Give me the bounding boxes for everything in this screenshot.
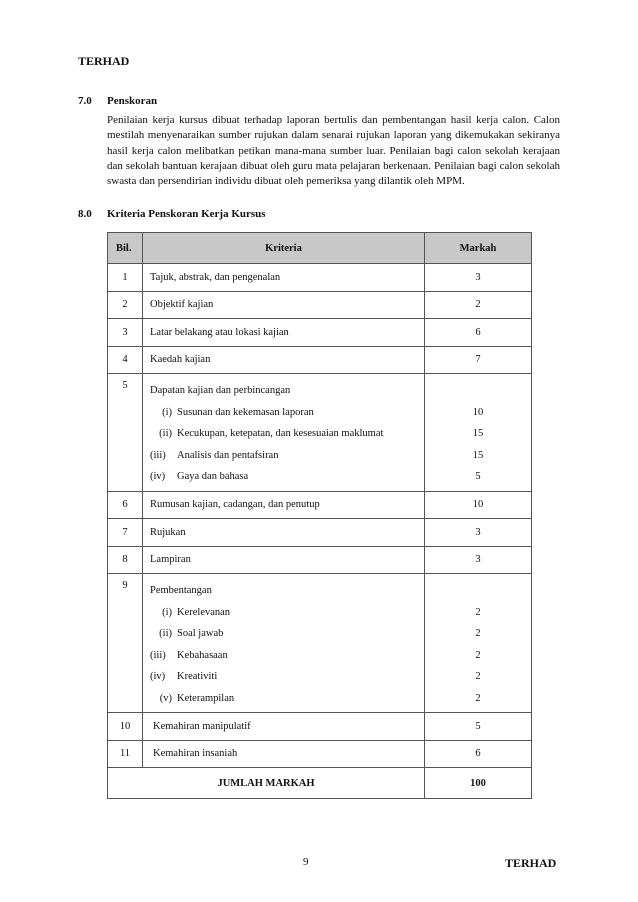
header-markah: Markah bbox=[425, 233, 532, 264]
section-7-title: Penskoran bbox=[107, 95, 158, 107]
row-bil: 7 bbox=[108, 519, 143, 547]
sub-criterion-text: Kerelevanan bbox=[177, 606, 231, 618]
row-kriteria: Kaedah kajian bbox=[143, 346, 425, 374]
sub-criterion-markah: 15 bbox=[472, 428, 484, 439]
row-bil: 6 bbox=[108, 491, 143, 519]
sub-criterion-number: (ii) bbox=[159, 628, 172, 639]
sub-criterion-text: Gaya dan bahasa bbox=[177, 471, 249, 482]
table-body bbox=[108, 264, 532, 768]
sub-criterion bbox=[150, 445, 424, 467]
row-markah: 3 bbox=[425, 264, 532, 292]
table-row bbox=[108, 713, 532, 741]
table-row bbox=[108, 491, 532, 519]
row-kriteria: Kemahiran insaniah bbox=[143, 740, 425, 768]
sub-criterion-number: (iii) bbox=[150, 449, 166, 461]
table-header-row bbox=[108, 233, 532, 264]
row-kriteria: Rumusan kajian, cadangan, dan penutup bbox=[143, 491, 425, 519]
sub-criterion-number: (v) bbox=[159, 692, 172, 704]
sub-criterion-text: Kebahasaan bbox=[177, 649, 228, 661]
table-row bbox=[108, 374, 532, 492]
sub-criterion-markah: 2 bbox=[475, 606, 481, 618]
sub-criterion bbox=[150, 666, 424, 688]
header-kriteria: Kriteria bbox=[143, 233, 425, 264]
row-kriteria: Kemahiran manipulatif bbox=[143, 713, 425, 741]
row-markah bbox=[425, 374, 532, 492]
classification-footer: TERHAD bbox=[505, 856, 557, 870]
row-kriteria: Tajuk, abstrak, dan pengenalan bbox=[143, 264, 425, 292]
sub-criterion bbox=[150, 602, 424, 624]
sub-criterion-markah: 2 bbox=[475, 692, 481, 704]
sub-criterion-markah: 2 bbox=[475, 649, 481, 661]
row-bil: 5 bbox=[108, 374, 143, 492]
row-markah bbox=[425, 574, 532, 713]
criteria-table bbox=[107, 232, 532, 799]
row-bil: 1 bbox=[108, 264, 143, 292]
row-markah: 3 bbox=[425, 519, 532, 547]
sub-criterion bbox=[150, 688, 424, 710]
sub-criterion-markah: 2 bbox=[475, 671, 481, 682]
sub-criterion-text: Kreativiti bbox=[177, 671, 218, 682]
sub-criterion-number: (iv) bbox=[150, 471, 166, 482]
sub-criterion-text: Analisis dan pentafsiran bbox=[177, 449, 279, 461]
row-markah: 10 bbox=[425, 491, 532, 519]
row-kriteria: Lampiran bbox=[143, 546, 425, 574]
sub-criterion bbox=[150, 645, 424, 667]
row-kriteria-title: Pembentangan bbox=[150, 585, 212, 596]
row-kriteria: Rujukan bbox=[143, 519, 425, 547]
row-kriteria bbox=[143, 374, 425, 492]
sub-criterion bbox=[150, 402, 424, 424]
row-bil: 4 bbox=[108, 346, 143, 374]
table-row bbox=[108, 740, 532, 768]
row-kriteria-title: Dapatan kajian dan perbincangan bbox=[150, 385, 291, 396]
row-markah: 6 bbox=[425, 319, 532, 347]
section-7-number: 7.0 bbox=[78, 95, 92, 107]
header-bil: Bil. bbox=[108, 233, 143, 264]
sub-criterion-markah: 10 bbox=[472, 406, 484, 418]
row-kriteria bbox=[143, 574, 425, 713]
sub-criterion-markah: 2 bbox=[475, 628, 481, 639]
row-bil: 3 bbox=[108, 319, 143, 347]
row-bil: 11 bbox=[108, 740, 143, 768]
table-row bbox=[108, 546, 532, 574]
row-bil: 9 bbox=[108, 574, 143, 713]
table-row bbox=[108, 264, 532, 292]
total-label: JUMLAH MARKAH bbox=[108, 768, 425, 799]
row-markah: 3 bbox=[425, 546, 532, 574]
sub-criterion-text: Susunan dan kekemasan laporan bbox=[177, 406, 314, 418]
row-kriteria: Latar belakang atau lokasi kajian bbox=[143, 319, 425, 347]
sub-criterion-text: Kecukupan, ketepatan, dan kesesuaian maklumat bbox=[177, 428, 384, 439]
row-markah: 2 bbox=[425, 291, 532, 319]
row-markah: 6 bbox=[425, 740, 532, 768]
sub-criterion-number: (iv) bbox=[150, 671, 166, 682]
sub-criterion-text: Soal jawab bbox=[177, 628, 224, 639]
section-7-paragraph: Penilaian kerja kursus dibuat terhadap laporan bertulis dan pembentangan hasil kerja calon. Calon mestilah menyenaraikan sumber rujukan dalam senarai rujukan laporan yang dikemukakan sekiranya hasil kerja calon melibatkan petikan mana-mana sumber luar. Penilaian bagi calon sekolah kerajaan dan sekolah bantuan kerajaan dibuat oleh guru mata pelajaran berkenaan. Penilaian bagi calon sekolah swasta dan persendirian individu dibuat oleh pemeriksa yang dilantik oleh MPM. bbox=[107, 114, 560, 188]
table-row bbox=[108, 291, 532, 319]
section-8-number: 8.0 bbox=[78, 208, 92, 220]
sub-criterion-number: (iii) bbox=[150, 649, 166, 661]
sub-criterion bbox=[150, 623, 424, 645]
sub-criterion-markah: 5 bbox=[475, 471, 481, 482]
sub-criterion-text: Keterampilan bbox=[177, 692, 235, 704]
sub-criterion-number: (i) bbox=[162, 606, 172, 618]
total-markah: 100 bbox=[425, 768, 532, 799]
table-row bbox=[108, 319, 532, 347]
row-bil: 2 bbox=[108, 291, 143, 319]
classification-header: TERHAD bbox=[78, 54, 130, 68]
sub-criterion bbox=[150, 466, 424, 488]
sub-criterion bbox=[150, 423, 424, 445]
page-number: 9 bbox=[303, 856, 309, 868]
row-kriteria: Objektif kajian bbox=[143, 291, 425, 319]
sub-criterion-markah: 15 bbox=[472, 449, 484, 461]
row-markah: 7 bbox=[425, 346, 532, 374]
row-bil: 10 bbox=[108, 713, 143, 741]
row-bil: 8 bbox=[108, 546, 143, 574]
sub-criterion-number: (ii) bbox=[159, 428, 172, 439]
row-markah: 5 bbox=[425, 713, 532, 741]
total-row bbox=[108, 768, 532, 799]
section-8-title: Kriteria Penskoran Kerja Kursus bbox=[107, 208, 266, 220]
table-row bbox=[108, 519, 532, 547]
sub-criterion-number: (i) bbox=[162, 406, 172, 418]
table-row bbox=[108, 574, 532, 713]
table-row bbox=[108, 346, 532, 374]
